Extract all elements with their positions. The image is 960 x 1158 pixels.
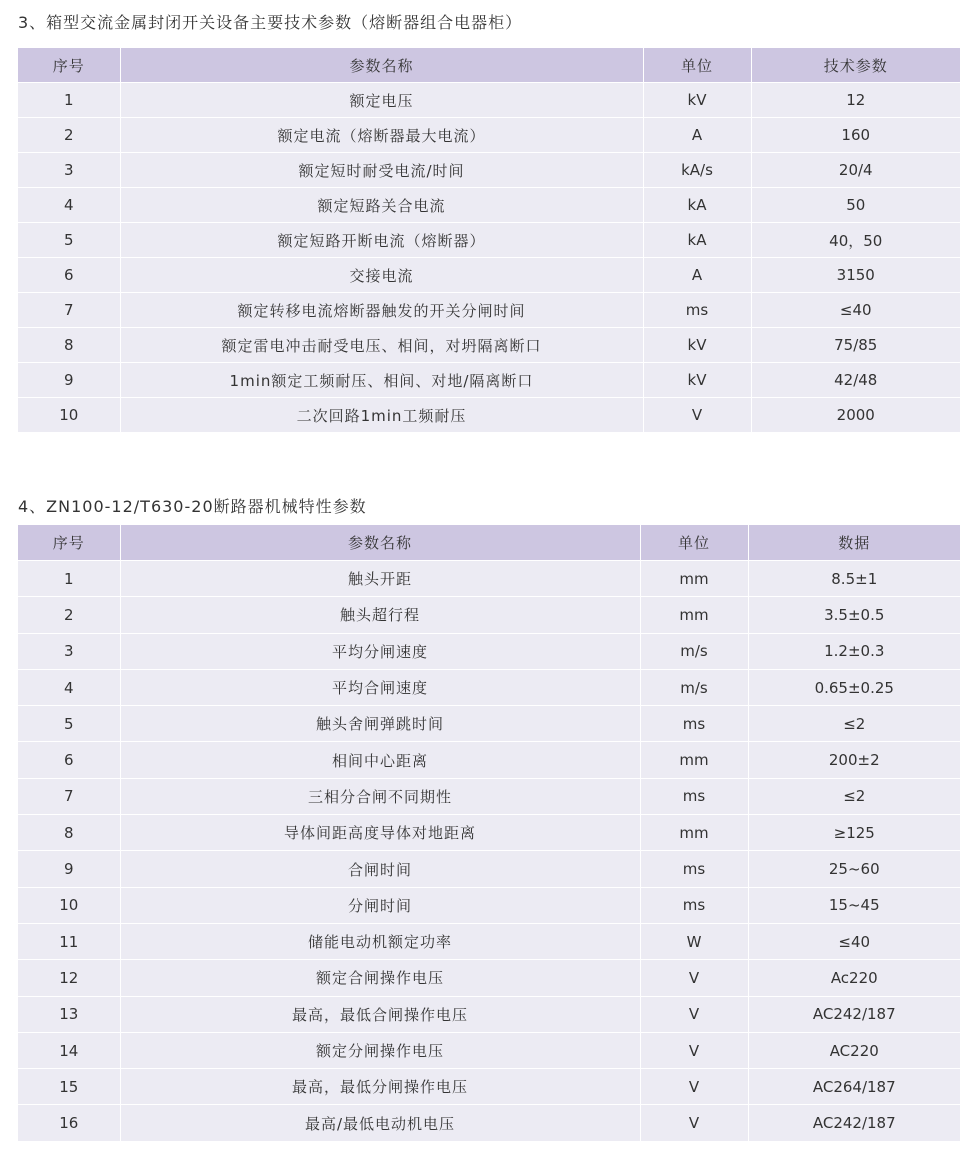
cell-unit: ms <box>643 293 751 328</box>
cell-unit: V <box>640 1069 748 1105</box>
cell-index: 10 <box>18 887 120 923</box>
cell-unit: kA/s <box>643 153 751 188</box>
cell-index: 2 <box>18 597 120 633</box>
table-row <box>18 223 960 258</box>
cell-index: 11 <box>18 923 120 959</box>
cell-index: 6 <box>18 742 120 778</box>
table-body <box>18 561 960 1142</box>
cell-value: ≥125 <box>748 815 960 851</box>
table-row <box>18 1069 960 1105</box>
cell-unit: V <box>643 398 751 433</box>
section-3-title: 3、箱型交流金属封闭开关设备主要技术参数（熔断器组合电器柜） <box>18 13 523 32</box>
cell-index: 1 <box>18 561 120 597</box>
header-unit: 单位 <box>643 48 751 83</box>
cell-unit: kV <box>643 328 751 363</box>
cell-index: 10 <box>18 398 120 433</box>
table-row <box>18 83 960 118</box>
cell-unit: kA <box>643 188 751 223</box>
cell-unit: ms <box>640 887 748 923</box>
cell-index: 5 <box>18 706 120 742</box>
cell-param-name: 额定分闸操作电压 <box>120 1032 640 1068</box>
cell-unit: W <box>640 923 748 959</box>
cell-value: ≤40 <box>751 293 960 328</box>
cell-value: AC242/187 <box>748 1105 960 1141</box>
cell-index: 9 <box>18 363 120 398</box>
table-row <box>18 706 960 742</box>
cell-unit: m/s <box>640 669 748 705</box>
table-row <box>18 996 960 1032</box>
table-row <box>18 815 960 851</box>
header-index: 序号 <box>18 48 120 83</box>
cell-unit: mm <box>640 742 748 778</box>
cell-param-name: 触头超行程 <box>120 597 640 633</box>
header-param-name: 参数名称 <box>120 48 643 83</box>
cell-unit: A <box>643 118 751 153</box>
cell-value: 1.2±0.3 <box>748 633 960 669</box>
cell-param-name: 分闸时间 <box>120 887 640 923</box>
cell-param-name: 相间中心距离 <box>120 742 640 778</box>
header-index: 序号 <box>18 525 120 561</box>
table-row <box>18 633 960 669</box>
cell-value: 0.65±0.25 <box>748 669 960 705</box>
cell-param-name: 三相分合闸不同期性 <box>120 778 640 814</box>
cell-param-name: 最高，最低分闸操作电压 <box>120 1069 640 1105</box>
cell-param-name: 平均分闸速度 <box>120 633 640 669</box>
table-row <box>18 851 960 887</box>
cell-param-name: 平均合闸速度 <box>120 669 640 705</box>
cell-index: 7 <box>18 778 120 814</box>
table-row <box>18 1105 960 1141</box>
cell-index: 7 <box>18 293 120 328</box>
table-row <box>18 960 960 996</box>
table-row <box>18 923 960 959</box>
cell-value: 75/85 <box>751 328 960 363</box>
cell-value: Ac220 <box>748 960 960 996</box>
cell-value: 160 <box>751 118 960 153</box>
cell-index: 2 <box>18 118 120 153</box>
cell-value: 8.5±1 <box>748 561 960 597</box>
cell-value: 25~60 <box>748 851 960 887</box>
cell-value: 50 <box>751 188 960 223</box>
cell-unit: A <box>643 258 751 293</box>
cell-param-name: 额定短路关合电流 <box>120 188 643 223</box>
cell-index: 3 <box>18 633 120 669</box>
table-row <box>18 363 960 398</box>
cell-param-name: 额定雷电冲击耐受电压、相间，对坍隔离断口 <box>120 328 643 363</box>
table-row <box>18 669 960 705</box>
cell-index: 4 <box>18 188 120 223</box>
cell-param-name: 储能电动机额定功率 <box>120 923 640 959</box>
cell-unit: mm <box>640 597 748 633</box>
cell-value: 20/4 <box>751 153 960 188</box>
cell-index: 8 <box>18 815 120 851</box>
cell-unit: V <box>640 996 748 1032</box>
cell-unit: V <box>640 1032 748 1068</box>
cell-unit: ms <box>640 778 748 814</box>
cell-param-name: 额定电流（熔断器最大电流） <box>120 118 643 153</box>
cell-index: 15 <box>18 1069 120 1105</box>
cell-param-name: 导体间距高度导体对地距离 <box>120 815 640 851</box>
header-unit: 单位 <box>640 525 748 561</box>
cell-unit: kV <box>643 83 751 118</box>
table-row <box>18 258 960 293</box>
cell-param-name: 触头舍闸弹跳时间 <box>120 706 640 742</box>
cell-param-name: 额定转移电流熔断器触发的开关分闸时间 <box>120 293 643 328</box>
cell-value: 40，50 <box>751 223 960 258</box>
cell-index: 12 <box>18 960 120 996</box>
cell-param-name: 1min额定工频耐压、相间、对地/隔离断口 <box>120 363 643 398</box>
cell-index: 14 <box>18 1032 120 1068</box>
table-header-row <box>18 525 960 561</box>
cell-unit: V <box>640 960 748 996</box>
cell-index: 3 <box>18 153 120 188</box>
table-row <box>18 118 960 153</box>
table-header-row <box>18 48 960 83</box>
cell-value: 3150 <box>751 258 960 293</box>
cell-param-name: 额定合闸操作电压 <box>120 960 640 996</box>
cell-value: AC220 <box>748 1032 960 1068</box>
cell-unit: kA <box>643 223 751 258</box>
cell-param-name: 交接电流 <box>120 258 643 293</box>
cell-value: ≤40 <box>748 923 960 959</box>
cell-value: 12 <box>751 83 960 118</box>
cell-value: AC242/187 <box>748 996 960 1032</box>
cell-value: 3.5±0.5 <box>748 597 960 633</box>
cell-unit: kV <box>643 363 751 398</box>
mechanical-characteristics-table <box>18 525 960 1142</box>
cell-param-name: 最高，最低合闸操作电压 <box>120 996 640 1032</box>
section-4-title: 4、ZN100-12/T630-20断路器机械特性参数 <box>18 497 367 516</box>
header-param-name: 参数名称 <box>120 525 640 561</box>
cell-unit: mm <box>640 815 748 851</box>
cell-value: 200±2 <box>748 742 960 778</box>
table-row <box>18 887 960 923</box>
cell-index: 5 <box>18 223 120 258</box>
cell-value: 15~45 <box>748 887 960 923</box>
cell-value: 2000 <box>751 398 960 433</box>
cell-value: ≤2 <box>748 706 960 742</box>
table-row <box>18 153 960 188</box>
table-row <box>18 328 960 363</box>
table-row <box>18 1032 960 1068</box>
cell-unit: ms <box>640 851 748 887</box>
cell-unit: m/s <box>640 633 748 669</box>
cell-value: 42/48 <box>751 363 960 398</box>
cell-index: 6 <box>18 258 120 293</box>
cell-index: 9 <box>18 851 120 887</box>
cell-index: 8 <box>18 328 120 363</box>
cell-value: AC264/187 <box>748 1069 960 1105</box>
table-row <box>18 398 960 433</box>
technical-parameters-table <box>18 48 960 433</box>
cell-unit: ms <box>640 706 748 742</box>
table-row <box>18 293 960 328</box>
cell-index: 16 <box>18 1105 120 1141</box>
cell-param-name: 额定短路开断电流（熔断器） <box>120 223 643 258</box>
cell-index: 4 <box>18 669 120 705</box>
cell-index: 13 <box>18 996 120 1032</box>
cell-param-name: 合闸时间 <box>120 851 640 887</box>
header-value: 数据 <box>748 525 960 561</box>
cell-value: ≤2 <box>748 778 960 814</box>
table-row <box>18 742 960 778</box>
cell-param-name: 二次回路1min工频耐压 <box>120 398 643 433</box>
cell-unit: mm <box>640 561 748 597</box>
cell-index: 1 <box>18 83 120 118</box>
table-row <box>18 188 960 223</box>
cell-param-name: 额定短时耐受电流/时间 <box>120 153 643 188</box>
table-row <box>18 561 960 597</box>
table-row <box>18 778 960 814</box>
cell-param-name: 最高/最低电动机电压 <box>120 1105 640 1141</box>
table-body <box>18 83 960 433</box>
table-row <box>18 597 960 633</box>
header-value: 技术参数 <box>751 48 960 83</box>
cell-unit: V <box>640 1105 748 1141</box>
cell-param-name: 触头开距 <box>120 561 640 597</box>
cell-param-name: 额定电压 <box>120 83 643 118</box>
